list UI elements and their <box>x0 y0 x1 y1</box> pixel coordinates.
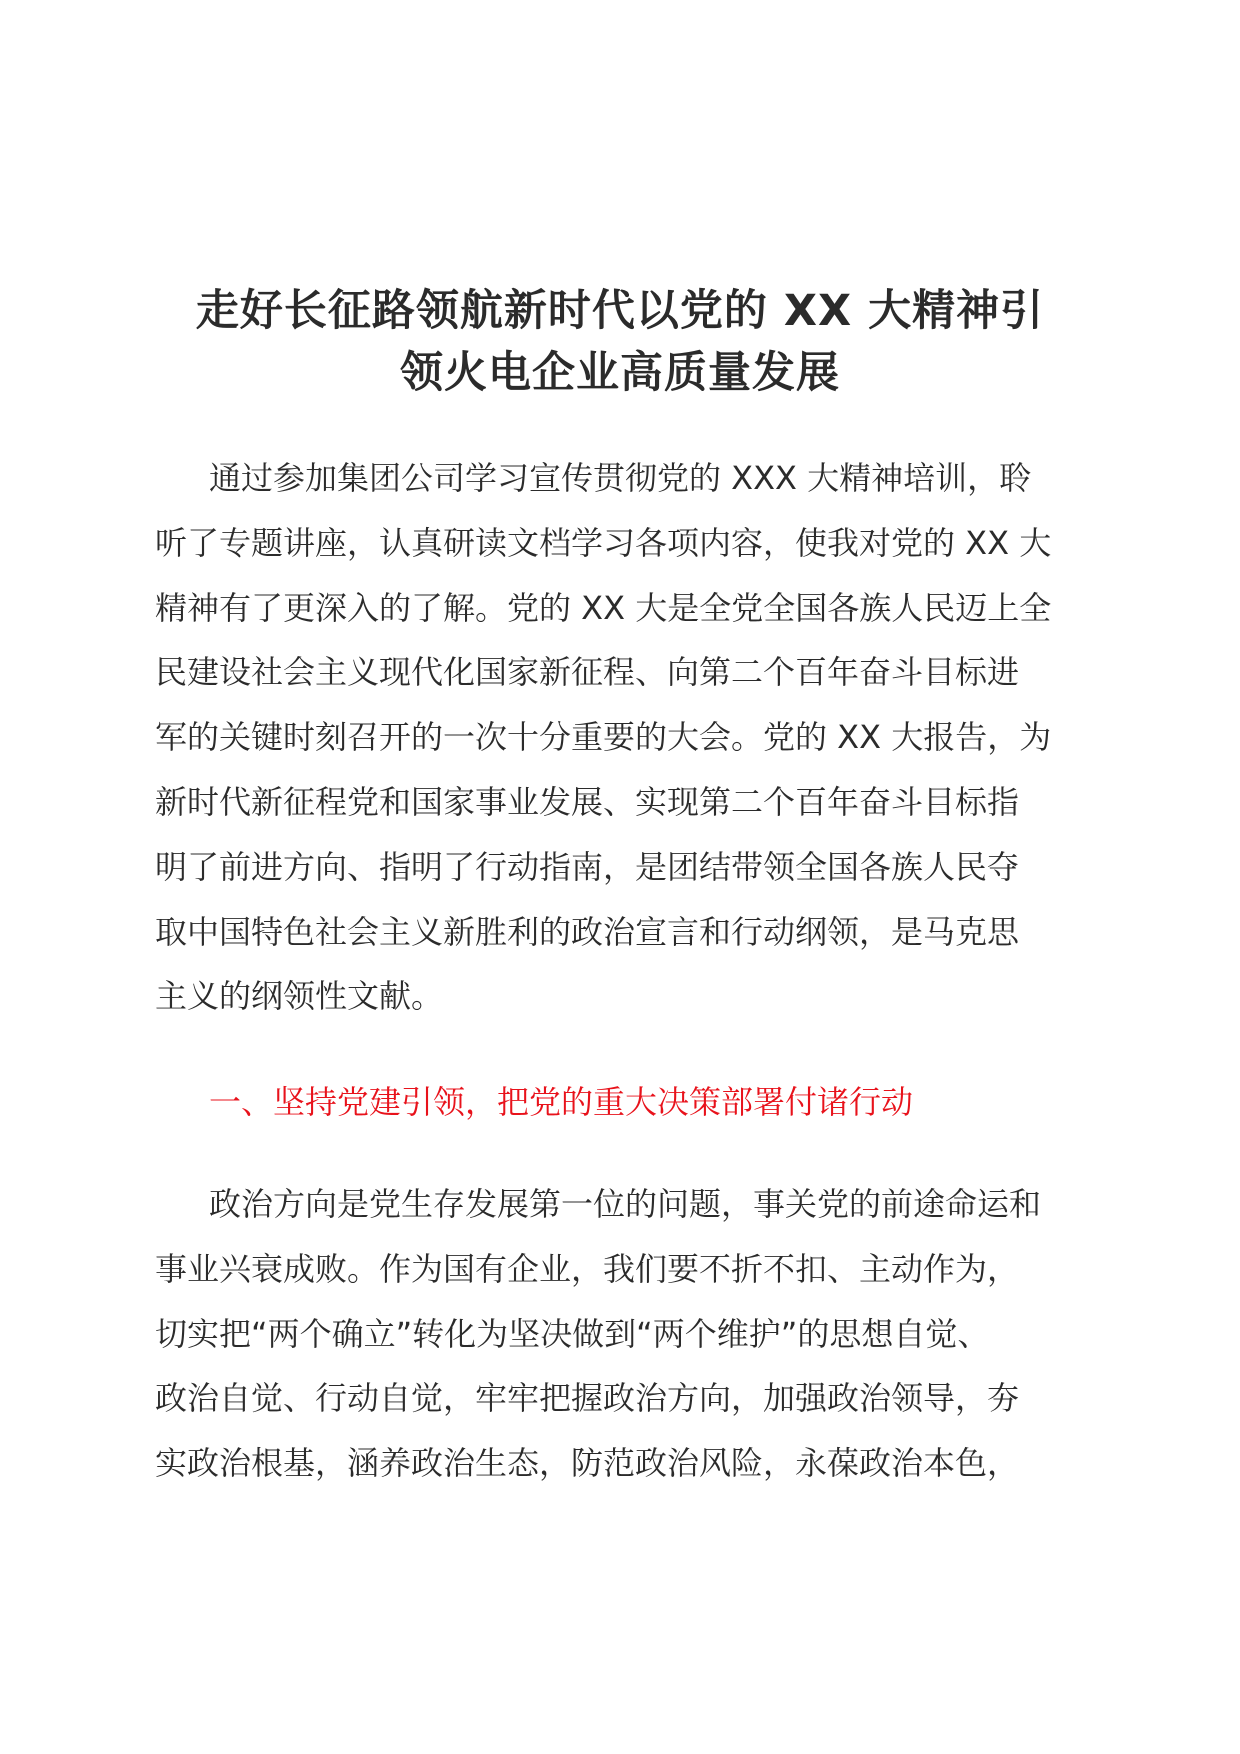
paragraph-line: 主义的纲领性文献。 <box>155 977 444 1016</box>
paragraph-intro <box>155 446 1090 1029</box>
paragraph-line: 军的关键时刻召开的一次十分重要的大会。党的 XX 大报告，为 <box>155 718 1052 757</box>
paragraph-line: 取中国特色社会主义新胜利的政治宣言和行动纲领，是马克思 <box>155 912 1020 951</box>
section-heading-1: 一、坚持党建引领，把党的重大决策部署付诸行动 <box>209 1083 914 1121</box>
paragraph-line: 新时代新征程党和国家事业发展、实现第二个百年奋斗目标指 <box>155 782 1020 821</box>
title-line-1: 走好长征路领航新时代以党的 XX 大精神引 <box>195 286 1045 336</box>
title-line-2: 领火电企业高质量发展 <box>400 348 840 398</box>
paragraph-line: 事业兴衰成败。作为国有企业，我们要不折不扣、主动作为， <box>155 1249 1020 1288</box>
paragraph-line: 明了前进方向、指明了行动指南，是团结带领全国各族人民夺 <box>155 847 1020 886</box>
paragraph-line: 通过参加集团公司学习宣传贯彻党的 XXX 大精神培训，聆 <box>209 459 1032 497</box>
paragraph-line: 听了专题讲座，认真研读文档学习各项内容，使我对党的 XX 大 <box>155 523 1052 562</box>
paragraph-line: 民建设社会主义现代化国家新征程、向第二个百年奋斗目标进 <box>155 653 1020 692</box>
paragraph-line: 精神有了更深入的了解。党的 XX 大是全党全国各族人民迈上全 <box>155 588 1052 627</box>
paragraph-line: 实政治根基，涵养政治生态，防范政治风险，永葆政治本色， <box>155 1444 1020 1483</box>
paragraph-line: 政治方向是党生存发展第一位的问题，事关党的前途命运和 <box>209 1185 1042 1223</box>
document-title <box>155 280 1085 404</box>
paragraph-line: 切实把“两个确立”转化为坚决做到“两个维护”的思想自觉、 <box>155 1314 990 1353</box>
paragraph-line: 政治自觉、行动自觉，牢牢把握政治方向，加强政治领导，夯 <box>155 1379 1020 1418</box>
paragraph-section-1 <box>155 1172 1090 1496</box>
